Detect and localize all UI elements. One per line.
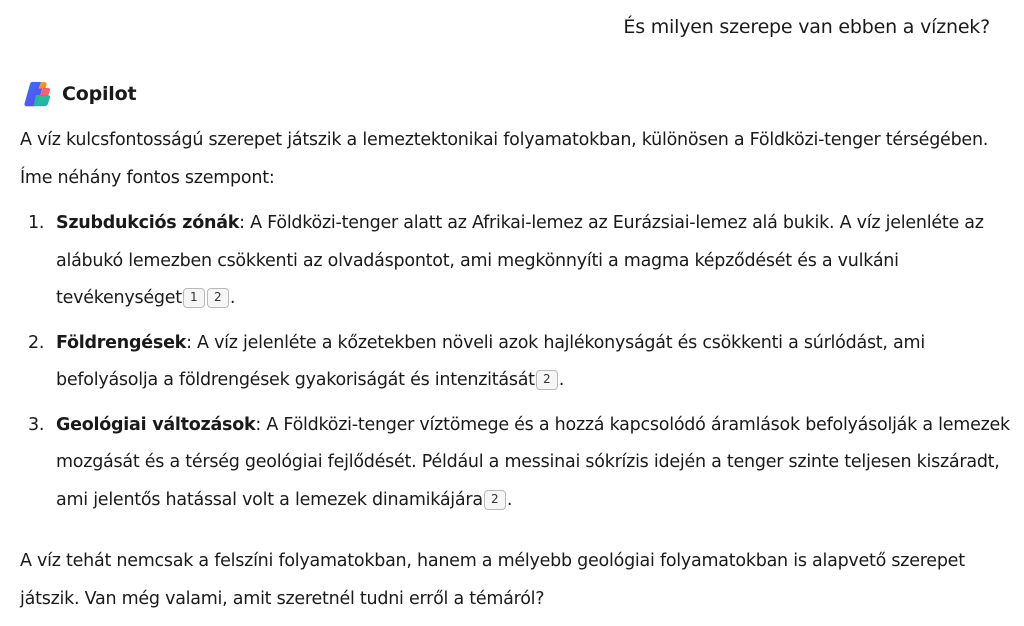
copilot-header	[22, 79, 136, 109]
user-message: És milyen szerepe van ebben a víznek?	[623, 16, 990, 38]
assistant-response	[20, 122, 1010, 618]
list-item-number: 1.	[28, 213, 45, 233]
assistant-name: Copilot	[62, 83, 137, 105]
citation-badge[interactable]: 2	[536, 370, 558, 390]
citation-badge[interactable]: 1	[183, 288, 205, 308]
citation-badge[interactable]: 2	[207, 288, 229, 308]
citation-badge[interactable]: 2	[484, 490, 506, 510]
list-item-title: Szubdukciós zónák	[56, 213, 240, 233]
response-intro: A víz kulcsfontosságú szerepet játszik a lemeztektonikai folyamatokban, különösen a Földközi-tenger térségében. Íme néhány fontos szempont:	[20, 130, 989, 188]
list-item-text: : A Földközi-tenger alatt az Afrikai-lemez az Eurázsiai-lemez alá bukik. A víz jelenléte az alábukó lemezben csökkenti az olvadáspontot, ami megkönnyíti a magma képződését és a vulkáni tevékenységet	[56, 213, 984, 308]
list-item-number: 2.	[28, 332, 45, 353]
list-item-title: Geológiai változások	[56, 414, 256, 435]
list-item: 2. Földrengések: A víz jelenléte a kőzetekben növeli azok hajlékonyságát és csökkenti a súrlódást, ami befolyásolja a földrengések gyakoriságát és intenzitását 2 .	[20, 325, 1010, 400]
list-item-text: : A víz jelenléte a kőzetekben növeli azok hajlékonyságát és csökkenti a súrlódást, ami befolyásolja a földrengések gyakoriságát és intenzitását	[56, 332, 925, 390]
copilot-logo-icon	[22, 79, 52, 109]
response-list	[20, 205, 1010, 519]
list-item: 1. Szubdukciós zónák: A Földközi-tenger alatt az Afrikai-lemez az Eurázsiai-lemez alá bukik. A víz jelenléte az alábukó lemezben csökkenti az olvadáspontot, ami megkönnyíti a magma képződését és a vulkáni tevékenységet 1 2 .	[20, 205, 1010, 318]
list-item: 3. Geológiai változások: A Földközi-tenger víztömege és a hozzá kapcsolódó áramlások befolyásolják a lemezek mozgását és a térség geológiai fejlődését. Például a messinai sókrízis idején a tenger szinte teljesen kiszáradt, ami jelentős hatással volt a lemezek dinamikájára 2 .	[20, 407, 1010, 520]
list-item-title: Földrengések	[56, 332, 187, 353]
list-item-text: : A Földközi-tenger víztömege és a hozzá kapcsolódó áramlások befolyásolják a lemezek mozgását és a térség geológiai fejlődését. Például a messinai sókrízis idején a tenger szinte teljesen kiszáradt, ami jelentős hatással volt a lemezek dinamikájára	[56, 414, 1010, 510]
response-closing: A víz tehát nemcsak a felszíni folyamatokban, hanem a mélyebb geológiai folyamatokban is alapvető szerepet játszik. Van még valami, amit szeretnél tudni erről a témáról?	[20, 551, 965, 609]
list-item-number: 3.	[28, 414, 45, 435]
